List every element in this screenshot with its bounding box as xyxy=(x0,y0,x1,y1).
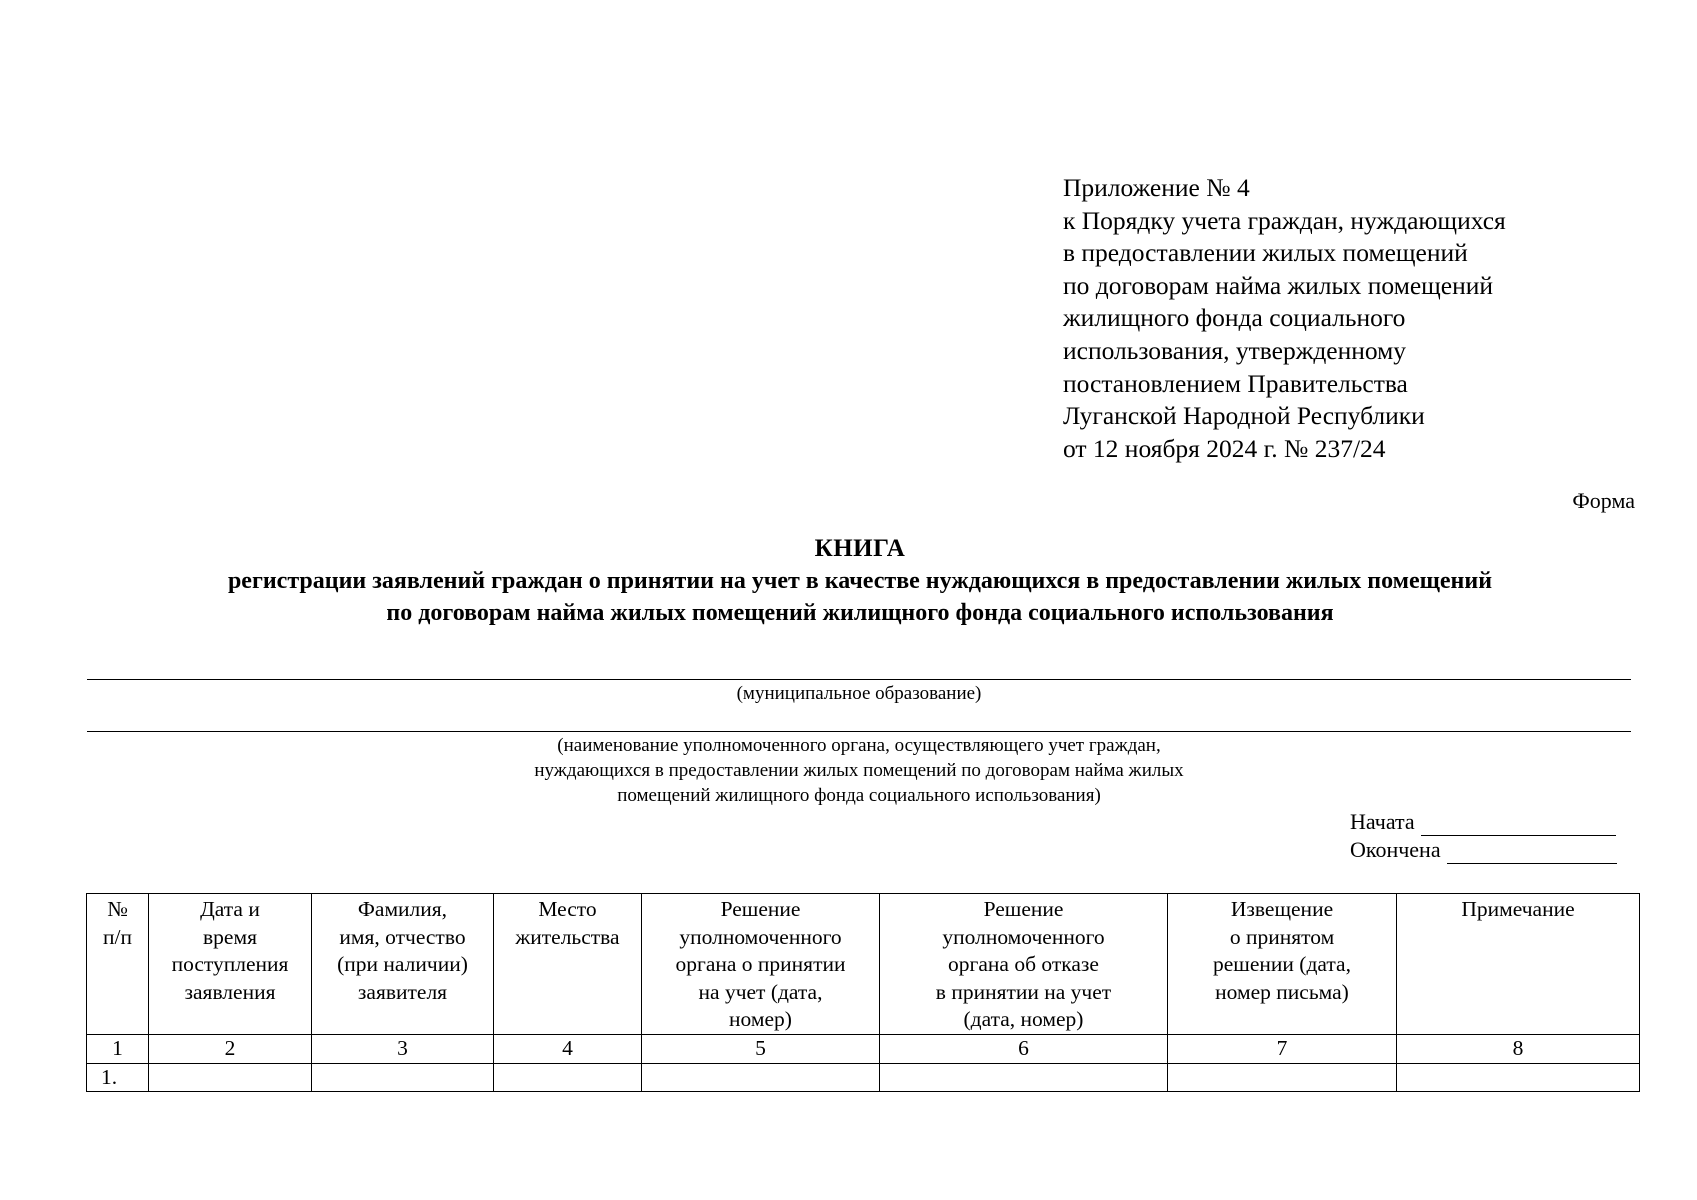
column-header xyxy=(1168,894,1397,1035)
dates-block xyxy=(1350,808,1617,864)
column-header-line: номер) xyxy=(729,1007,792,1031)
column-number: 3 xyxy=(312,1034,494,1063)
column-header-line: Решение xyxy=(720,897,801,921)
table-cell-number: 1. xyxy=(87,1063,149,1091)
column-header-line: органа об отказе xyxy=(948,952,1099,976)
column-header-line: (дата, номер) xyxy=(963,1007,1084,1031)
started-date-field[interactable] xyxy=(1421,813,1616,836)
column-header-line: уполномоченного xyxy=(679,924,842,949)
column-header-line: в принятии на учет xyxy=(935,979,1112,1004)
appendix-line: Луганской Народной Республики xyxy=(1063,401,1425,431)
column-header-line: заявителя xyxy=(357,979,448,1004)
column-header xyxy=(494,894,642,1035)
column-header-line: о принятом xyxy=(1229,924,1335,949)
column-header-line: номер письма) xyxy=(1215,979,1349,1004)
appendix-line: Приложение № 4 xyxy=(1063,173,1250,202)
column-number: 2 xyxy=(149,1034,312,1063)
appendix-line: по договорам найма жилых помещений xyxy=(1063,270,1494,300)
column-header-line: (при наличии) xyxy=(337,952,468,976)
table-header-row xyxy=(87,894,1640,1035)
title-subtitle-line: регистрации заявлений граждан о принятии на учет в качестве нуждающихся в предоставлении жилых помещений xyxy=(227,568,1493,594)
column-header xyxy=(880,894,1168,1035)
table-cell[interactable] xyxy=(149,1063,312,1091)
municipality-caption: (муниципальное образование) xyxy=(736,683,982,704)
column-header-line: уполномоченного xyxy=(942,924,1105,949)
authority-caption-line: нуждающихся в предоставлении жилых помещений по договорам найма жилых xyxy=(534,760,1184,781)
authority-caption xyxy=(87,733,1631,808)
appendix-line: от 12 ноября 2024 г. № 237/24 xyxy=(1063,433,1386,463)
municipality-line[interactable] xyxy=(87,679,1631,680)
appendix-line: использования, утвержденному xyxy=(1063,335,1407,365)
authority-line[interactable] xyxy=(87,731,1631,732)
column-number: 8 xyxy=(1397,1034,1640,1063)
column-number: 4 xyxy=(494,1034,642,1063)
column-header-line: п/п xyxy=(103,924,132,949)
column-header-line: Дата и xyxy=(200,897,260,921)
appendix-line: к Порядку учета граждан, нуждающихся xyxy=(1063,205,1506,235)
column-header-line: органа о принятии xyxy=(675,952,846,976)
appendix-line: жилищного фонда социального xyxy=(1063,303,1406,333)
column-header xyxy=(87,894,149,1035)
column-header-line: время xyxy=(203,924,257,949)
ended-date-field[interactable] xyxy=(1447,841,1617,864)
column-header-line: Место xyxy=(538,897,597,921)
column-number: 5 xyxy=(642,1034,880,1063)
column-header-line: Примечание xyxy=(1461,897,1575,921)
started-row xyxy=(1350,808,1617,836)
title-main: КНИГА xyxy=(814,535,906,562)
column-header xyxy=(1397,894,1640,1035)
column-header-line: решении (дата, xyxy=(1213,952,1351,976)
column-header-line: на учет (дата, xyxy=(698,979,823,1004)
appendix-block xyxy=(1063,172,1623,465)
form-label: Форма xyxy=(1572,488,1635,513)
column-header-line: № xyxy=(107,897,128,921)
table-cell[interactable] xyxy=(1168,1063,1397,1091)
title-subtitle-line: по договорам найма жилых помещений жилищного фонда социального использования xyxy=(386,600,1334,626)
document-title xyxy=(80,533,1640,629)
table-cell[interactable] xyxy=(880,1063,1168,1091)
column-header-line: заявления xyxy=(184,979,276,1004)
column-header-line: Извещение xyxy=(1230,897,1334,921)
table-row xyxy=(87,1063,1640,1091)
registration-table xyxy=(86,893,1640,1092)
column-header-line: Фамилия, xyxy=(357,897,448,921)
authority-caption-line: (наименование уполномоченного органа, осуществляющего учет граждан, xyxy=(557,735,1161,756)
table-cell[interactable] xyxy=(312,1063,494,1091)
column-number: 6 xyxy=(880,1034,1168,1063)
column-header xyxy=(642,894,880,1035)
column-number: 7 xyxy=(1168,1034,1397,1063)
column-header-line: Решение xyxy=(983,897,1064,921)
ended-row xyxy=(1350,836,1617,864)
authority-caption-line: помещений жилищного фонда социального использования) xyxy=(617,785,1101,806)
column-header-line: жительства xyxy=(515,924,620,949)
table-cell[interactable] xyxy=(1397,1063,1640,1091)
column-number-row xyxy=(87,1034,1640,1063)
table-cell[interactable] xyxy=(642,1063,880,1091)
started-label: Начата xyxy=(1350,809,1415,834)
table-cell[interactable] xyxy=(494,1063,642,1091)
appendix-line: в предоставлении жилых помещений xyxy=(1063,238,1468,268)
column-header-line: имя, отчество xyxy=(339,924,466,949)
appendix-line: постановлением Правительства xyxy=(1063,368,1408,398)
column-header xyxy=(312,894,494,1035)
column-header-line: поступления xyxy=(171,952,289,976)
column-header xyxy=(149,894,312,1035)
ended-label: Окончена xyxy=(1350,837,1441,862)
column-number: 1 xyxy=(87,1034,149,1063)
